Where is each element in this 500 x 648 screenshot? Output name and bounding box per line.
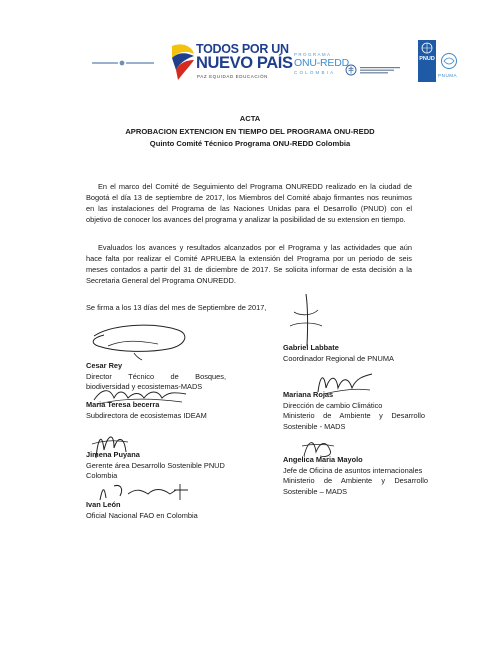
header-logos: [0, 40, 500, 90]
signatory-institution-cont: Sostenible – MADS: [283, 486, 348, 496]
signatory-title: Oficial Nacional FAO en Colombia: [86, 510, 198, 520]
signatory-rojas: [283, 390, 425, 432]
undp-logo-lower-block: [418, 68, 436, 82]
signatory-title: Jefe de Oficina de asuntos internacionales: [283, 465, 423, 475]
signatory-title: Coordinador Regional de PNUMA: [283, 353, 394, 363]
onu-line3: COLOMBIA: [294, 70, 336, 75]
signatory-title: Director Técnico de Bosques,: [86, 371, 226, 381]
signatory-leon: [86, 500, 236, 521]
signatory-becerra: [86, 400, 226, 421]
un-emblem-icon: [418, 40, 436, 56]
paragraph-intro: En el marco del Comité de Seguimiento del Programa ONUREDD realizado en la ciudad de Bogotá el día 13 de septiembre de 2017, los Miembros del Comité abajo firmantes nos reunimos en las instalaciones del Programa de las Naciones Unidas para el Desarrollo (PNUD) con el objetivo de conocer los avances del programa y analizar la posibilidad de su extension en tiempo.: [86, 182, 412, 224]
signatory-mayolo: [283, 455, 428, 497]
signatory-name: Mariana Rojas: [283, 390, 334, 399]
signatory-name: Maria Teresa becerra: [86, 400, 160, 409]
small-logo-icon: [92, 60, 154, 66]
signature-labbate: [286, 292, 326, 350]
signatory-title: Dirección de cambio Climático: [283, 400, 383, 410]
colombia-flag-swoosh-icon: [168, 40, 196, 84]
signatory-title: Subdirectora de ecosistemas IDEAM: [86, 410, 207, 420]
fao-text-icon: [360, 66, 400, 74]
signatory-name: Cesar Rey: [86, 361, 123, 370]
signatory-institution: biodiversidad y ecosistemas-MADS: [86, 382, 203, 392]
document-committee: Quinto Comité Técnico Programa ONU-REDD Colombia: [149, 139, 351, 148]
undp-logo: [418, 40, 436, 68]
todos-line3: PAZ EQUIDAD EDUCACIÓN: [197, 74, 269, 79]
onu-line1: PROGRAMA: [294, 52, 332, 57]
signatory-name: Angelica Maria Mayolo: [283, 455, 363, 464]
signatory-rey: [86, 361, 226, 393]
signatory-name: Jimena Puyana: [86, 450, 140, 459]
pnuma-label: PNUMA: [438, 73, 458, 78]
fao-emblem-icon: [345, 64, 357, 76]
signatory-institution: Ministerio de Ambiente y Desarrollo: [283, 411, 425, 421]
signatory-institution-cont: Sostenible - MADS: [283, 421, 346, 431]
paragraph-decision: Evaluados los avances y resultados alcanzados por el Programa y las actividades que aún hace falta por realizar el Comité APRUEBA la extensión del Programa por un periodo de seis meses contados a partir del 31 de diciembre de 2017. Se solicita informar de esta decisión a la Secretaria General del Programa ONUREDD.: [86, 243, 412, 285]
document-subtitle: APROBACION EXTENCION EN TIEMPO DEL PROGRAMA ONU-REDD: [125, 127, 375, 136]
signature-rey: [88, 316, 192, 362]
signatory-institution: Colombia: [86, 471, 118, 481]
todos-por-un-nuevo-pais-logo: [168, 40, 293, 84]
pnuma-emblem-icon: [440, 52, 458, 70]
todos-line1: TODOS POR UN: [196, 42, 289, 56]
undp-label: PNUD: [419, 56, 435, 62]
signatory-title: Gerente área Desarrollo Sostenible PNUD: [86, 460, 225, 470]
signing-line: Se firma a los 13 días del mes de Septiembre de 2017,: [86, 303, 267, 312]
signatory-institution: Ministerio de Ambiente y Desarrollo: [283, 476, 428, 486]
document-title: ACTA: [239, 114, 261, 123]
todos-line2: NUEVO PAÍS: [196, 54, 293, 72]
signatory-ruyana: [86, 450, 236, 482]
onu-redd-logo: [294, 52, 349, 82]
signatory-name: Ivan León: [86, 500, 121, 509]
signatory-labbate: [283, 343, 423, 364]
onu-line2: ONU-REDD: [294, 57, 349, 69]
signatory-name: Gabriel Labbate: [283, 343, 339, 352]
